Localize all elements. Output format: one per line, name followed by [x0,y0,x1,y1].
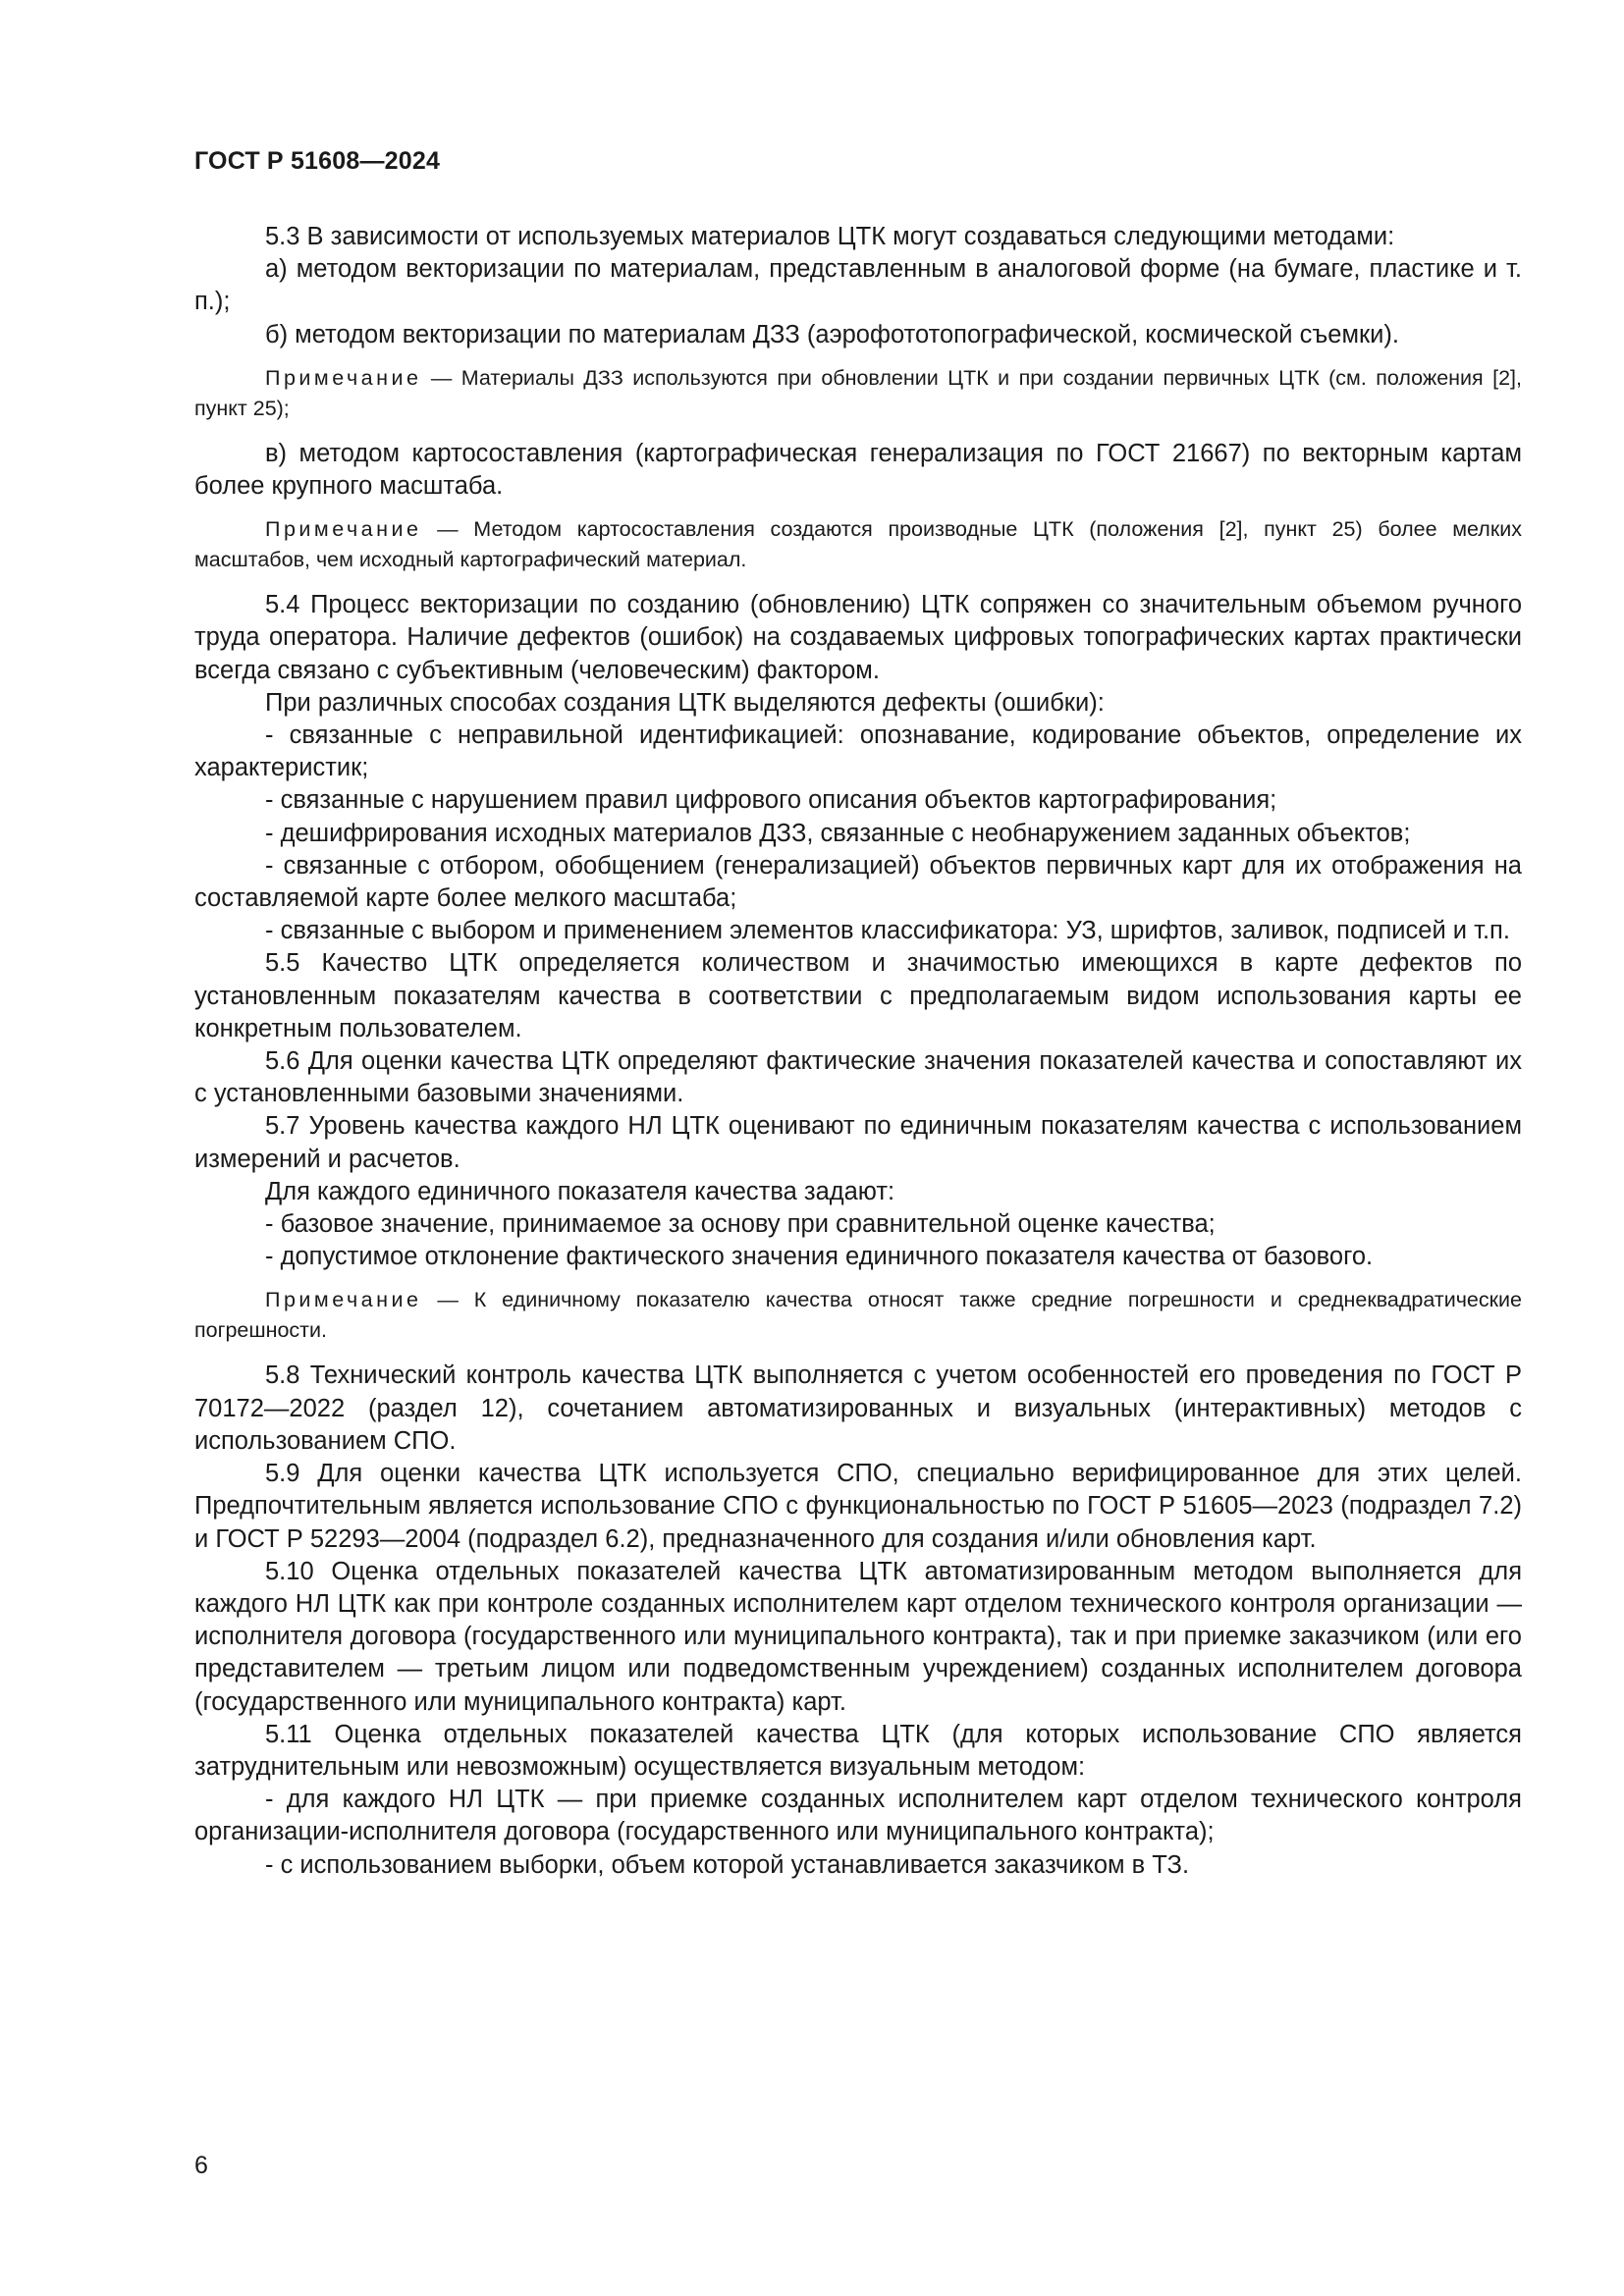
visual-method-item: - с использованием выборки, объем которой устанавливается заказчиком в ТЗ. [265,1850,1190,1879]
note-1 [194,363,1522,424]
note-label: Примечание [265,517,422,542]
page-number: 6 [194,2152,208,2179]
clause-5-3: 5.3 В зависимости от используемых материалов ЦТК могут создаваться следующими методами: [265,223,1395,250]
defect-item: - дешифрирования исходных материалов ДЗЗ, связанные с необнаружением заданных объектов; [265,819,1411,847]
indicator-item: - базовое значение, принимаемое за основу при сравнительной оценке качества; [265,1210,1216,1239]
note-label: Примечание [265,1288,422,1312]
clause-5-10: 5.10 Оценка отдельных показателей качества ЦТК автоматизированным методом выполняется для каждого НЛ ЦТК как при контроле созданных исполнителем карт отделом технического контроля организации — исполнителя договора (государственного или муниципального контракта), так и при приемке заказчиком (или его представителем — третьим лицом или подведомственным учреждением) созданных исполнителем договора (государственного или муниципального контракта) карт. [194,1557,1522,1716]
list-item-b: б) методом векторизации по материалам ДЗЗ (аэрофототопографической, космической съемки). [265,320,1399,348]
clause-5-7: 5.7 Уровень качества каждого НЛ ЦТК оценивают по единичным показателям качества с использованием измерений и расчетов. [194,1112,1522,1173]
note-text: — Методом картосоставления создаются производные ЦТК (положения [2], пункт 25) более мелких масштабов, чем исходный картографический материал. [194,517,1522,572]
note-text: — К единичному показателю качества относят также средние погрешности и среднеквадратические погрешности. [194,1288,1522,1343]
clause-5-11: 5.11 Оценка отдельных показателей качества ЦТК (для которых использование СПО является затруднительным или невозможным) осуществляется визуальным методом: [194,1720,1522,1781]
defect-item: - связанные с неправильной идентификацией: опознавание, кодирование объектов, определение их характеристик; [194,721,1522,782]
clause-5-4: 5.4 Процесс векторизации по созданию (обновлению) ЦТК сопряжен со значительным объемом ручного труда оператора. Наличие дефектов (ошибок) на создаваемых цифровых топографических картах практически всегда связано с субъективным (человеческим) фактором. [194,591,1522,684]
clause-5-8: 5.8 Технический контроль качества ЦТК выполняется с учетом особенностей его проведения по ГОСТ Р 70172—2022 (раздел 12), сочетанием автоматизированных и визуальных (интерактивных) методов с использованием СПО. [194,1362,1522,1455]
clause-5-9: 5.9 Для оценки качества ЦТК используется СПО, специально верифицированное для этих целей. Предпочтительным является использование СПО с функциональностью по ГОСТ Р 51605—2023 (подраздел 7.2) и ГОСТ Р 52293—2004 (подраздел 6.2), предназначенного для создания и/или обновления карт. [194,1460,1522,1553]
defects-intro: При различных способах создания ЦТК выделяются дефекты (ошибки): [265,688,1105,717]
note-3 [194,1285,1522,1346]
list-item-a: а) методом векторизации по материалам, представленным в аналоговой форме (на бумаге, пластике и т. п.); [194,255,1522,316]
clause-5-6: 5.6 Для оценки качества ЦТК определяют фактические значения показателей качества и сопоставляют их с установленными базовыми значениями. [194,1047,1522,1108]
document-body [194,221,1522,1882]
list-item-v: в) методом картосоставления (картографическая генерализация по ГОСТ 21667) по векторным картам более крупного масштаба. [194,439,1522,501]
defect-item: - связанные с отбором, обобщением (генерализацией) объектов первичных карт для их отображения на составляемой карте более мелкого масштаба; [194,851,1522,913]
indicator-item: - допустимое отклонение фактического значения единичного показателя качества от базового. [265,1243,1374,1271]
note-label: Примечание [265,365,422,390]
document-header: ГОСТ Р 51608—2024 [194,147,441,175]
defect-item: - связанные с выбором и применением элементов классификатора: УЗ, шрифтов, заливок, подписей и т.п. [265,917,1510,945]
clause-5-5: 5.5 Качество ЦТК определяется количеством и значимостью имеющихся в карте дефектов по установленным показателям качества в соответствии с предполагаемым видом использования карты ее конкретным пользователем. [194,949,1522,1042]
note-2 [194,514,1522,575]
note-text: — Материалы ДЗЗ используются при обновлении ЦТК и при создании первичных ЦТК (см. положения [2], пункт 25); [194,365,1522,420]
indicator-intro: Для каждого единичного показателя качества задают: [265,1177,895,1205]
visual-method-item: - для каждого НЛ ЦТК — при приемке созданных исполнителем карт отделом технического контроля организации-исполнителя договора (государственного или муниципального контракта); [194,1786,1522,1846]
defect-item: - связанные с нарушением правил цифрового описания объектов картографирования; [265,786,1277,815]
